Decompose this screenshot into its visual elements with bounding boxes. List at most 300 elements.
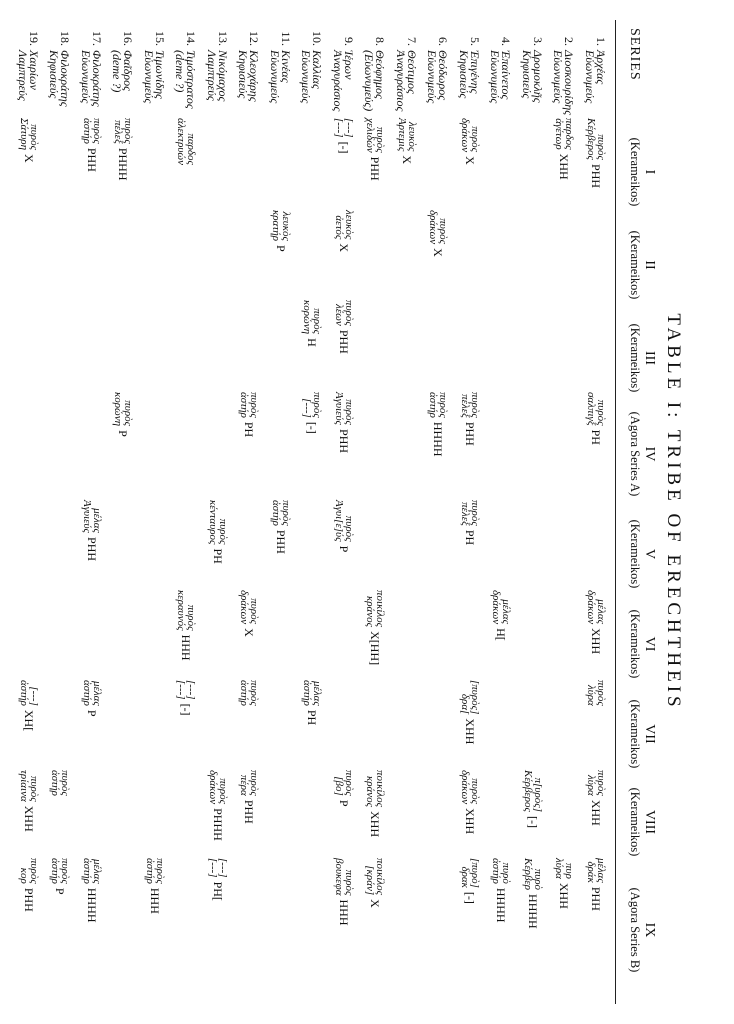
cell-word-color: πυρὸς bbox=[28, 124, 40, 151]
cell-word-color: λευκὸς bbox=[280, 211, 292, 242]
table-cell bbox=[586, 392, 606, 478]
row-name: Θεόφημος bbox=[373, 50, 388, 99]
row-number: 17. bbox=[90, 31, 104, 46]
table-cell bbox=[240, 770, 260, 856]
series-row-18 bbox=[49, 24, 71, 107]
cell-word-device: πέλεξ bbox=[459, 394, 471, 418]
cell-word-device: [κράν] bbox=[364, 865, 377, 896]
cell-word-device: κένταυρος bbox=[207, 500, 219, 545]
table-cell bbox=[177, 680, 197, 766]
table-cell bbox=[208, 500, 228, 586]
cell-value: ΗΗΗ bbox=[337, 899, 351, 926]
cell-word-color: λευκὸς bbox=[406, 121, 418, 152]
table-cell bbox=[240, 680, 260, 766]
cell-word-device: κεραυνός bbox=[175, 590, 188, 631]
table-cell bbox=[492, 590, 512, 676]
cell-word-device: κορώνη bbox=[112, 392, 125, 427]
row-name: Φαῖδρος bbox=[121, 50, 136, 91]
table-cell bbox=[19, 118, 39, 204]
row-number: 9. bbox=[342, 37, 356, 46]
cell-value: ΡΗΗ bbox=[463, 421, 477, 446]
cell-value: [-] bbox=[337, 141, 351, 154]
cell-word-device: ἀστήρ bbox=[238, 680, 251, 706]
table-cell bbox=[397, 118, 417, 204]
row-deme: Εὐωνυμεύς bbox=[488, 50, 503, 104]
table-cell bbox=[334, 300, 354, 386]
cell-value: ΗΗΗΗ bbox=[494, 887, 509, 923]
row-number: 2. bbox=[562, 37, 577, 46]
cell-word-color: πυρὸς bbox=[217, 518, 229, 545]
cell-value: ΗΗΗ bbox=[179, 634, 194, 661]
cell-value: ΡΗΗ bbox=[85, 147, 99, 172]
table-cell bbox=[492, 858, 512, 944]
cell-value: Ρ bbox=[116, 430, 131, 437]
table-cell bbox=[334, 500, 354, 586]
cell-value: Χ bbox=[242, 628, 257, 637]
table-cell bbox=[240, 392, 260, 478]
cell-value: ΡΗ[ bbox=[211, 881, 225, 901]
cell-word-device: κράνος bbox=[364, 775, 377, 808]
row-name: Δρομοκλῆς bbox=[531, 50, 545, 103]
cell-value: ΡΗΗ bbox=[337, 329, 351, 354]
cell-word-color: ποικίλος bbox=[374, 770, 387, 808]
cell-word-device: Σάτυρη bbox=[18, 118, 30, 151]
row-number: 3. bbox=[531, 37, 545, 46]
column-header-7: VII (Kerameikos) bbox=[628, 699, 657, 769]
cell-value: ΧΗΗ bbox=[368, 811, 383, 838]
cell-value: ΡΗΗ bbox=[337, 429, 351, 454]
table-cell bbox=[366, 770, 386, 856]
cell-word-color: πυρὸς bbox=[28, 858, 40, 884]
series-row-5 bbox=[458, 24, 480, 98]
table-cell bbox=[460, 680, 480, 766]
column-header-9: IX (Agora Series B) bbox=[628, 887, 657, 973]
cell-value: ΧΗΗ bbox=[463, 718, 477, 745]
series-row-4 bbox=[490, 24, 512, 103]
row-number: 19. bbox=[27, 31, 41, 46]
cell-word-color: πυρὸς bbox=[469, 500, 481, 526]
cell-word-device: βουκεφα bbox=[333, 858, 345, 896]
cell-value: ΧΗΗ bbox=[589, 799, 603, 826]
row-deme: Κηφισιεύς bbox=[457, 50, 471, 99]
column-header-5: V (Kerameikos) bbox=[628, 519, 657, 589]
row-number: 10. bbox=[310, 31, 325, 46]
cell-word-color: πυρὸς bbox=[91, 118, 103, 144]
cell-word-device: κρατήρ bbox=[270, 210, 282, 242]
row-name: Ἐπιγένης bbox=[468, 50, 482, 94]
table-cell bbox=[460, 118, 480, 204]
cell-value: Χ bbox=[431, 248, 446, 257]
cell-value: Ρ bbox=[337, 799, 351, 807]
table-title: TABLE I: TRIBE OF ERECHTHEIS bbox=[663, 313, 684, 711]
cell-word-color: πυρὸς bbox=[343, 869, 355, 896]
cell-word-color: [πυρὸ] bbox=[469, 858, 481, 888]
table-cell bbox=[19, 680, 39, 766]
cell-word-color: πυρὸ bbox=[500, 862, 513, 884]
cell-word-color: παρδος bbox=[185, 133, 198, 165]
cell-word-color: π[υρὸς] bbox=[532, 777, 544, 813]
cell-word-color: [---] bbox=[217, 858, 229, 878]
cell-value: ΡΗ bbox=[242, 421, 257, 438]
cell-word-device: ἀστήρ bbox=[144, 858, 156, 884]
cell-word-color: πυρὸς bbox=[28, 775, 40, 802]
column-header-8: VIII (Kerameikos) bbox=[628, 787, 657, 857]
table-cell bbox=[334, 118, 354, 204]
cell-word-color: πυρὸς bbox=[311, 308, 324, 335]
series-row-8 bbox=[364, 24, 386, 111]
table-cell bbox=[460, 858, 480, 944]
row-deme: Ἀναγυράσιος bbox=[331, 50, 345, 112]
cell-word-device: ἀστήρ bbox=[490, 858, 503, 884]
cell-value: [-] bbox=[305, 421, 320, 434]
cell-word-color: πυρὸς bbox=[343, 300, 355, 326]
row-deme: Ἀναγυράσιος bbox=[394, 50, 408, 112]
cell-word-color: πυρὸς bbox=[185, 604, 198, 631]
cell-word-device: Κέρβερ bbox=[522, 858, 534, 891]
cell-word-color: πυρὸς bbox=[374, 126, 387, 153]
cell-word-color: μέλας bbox=[595, 858, 607, 883]
cell-word-device: κορ bbox=[18, 867, 30, 884]
table-cell bbox=[334, 392, 354, 478]
series-row-10 bbox=[301, 24, 323, 103]
cell-word-device: λύρα bbox=[585, 774, 597, 796]
row-name: Φιλοκράτης bbox=[90, 50, 104, 107]
row-number: 18. bbox=[58, 31, 73, 46]
cell-value: ΡΗΗ bbox=[368, 156, 383, 181]
cell-value: ΡΗΗ bbox=[589, 886, 603, 911]
cell-value: ΧΗΗ bbox=[463, 808, 477, 835]
cell-value: ΗΗΗ bbox=[148, 887, 162, 914]
cell-word-color: μέλας bbox=[311, 681, 324, 706]
cell-word-device: δράκ bbox=[585, 861, 597, 883]
cell-word-device: ἀστήρ bbox=[81, 118, 93, 144]
cell-word-color: πυρὸς bbox=[311, 392, 324, 418]
cell-word-device: [---] bbox=[175, 680, 188, 700]
cell-value: Ρ bbox=[85, 709, 99, 717]
row-deme: Εὐωνυμεύς bbox=[79, 50, 93, 104]
cell-value: ΗΗΗΗ bbox=[431, 421, 446, 457]
cell-word-device: ἀστήρ bbox=[81, 680, 93, 706]
table-cell bbox=[555, 118, 575, 204]
table-cell bbox=[555, 858, 575, 944]
cell-word-device: [---] bbox=[301, 398, 314, 418]
table-cell bbox=[114, 118, 134, 204]
cell-word-device: πέλεξ bbox=[112, 120, 125, 144]
row-deme: (deme ?) bbox=[173, 50, 188, 93]
row-name: Τιμόστρατος bbox=[184, 50, 199, 109]
table-cell bbox=[366, 590, 386, 676]
row-name: Θεόδωρος bbox=[436, 50, 451, 101]
series-row-3 bbox=[521, 24, 543, 103]
row-deme: Εὐωνυμεύς bbox=[142, 50, 156, 104]
cell-word-device: δράκων bbox=[490, 590, 503, 625]
cell-word-device: Κέρβερος bbox=[522, 770, 534, 813]
column-header-row bbox=[615, 20, 656, 1004]
table-cell bbox=[460, 392, 480, 478]
row-deme: Κηφισιεύς bbox=[520, 50, 534, 99]
cell-value: ΡΗΗ bbox=[85, 537, 99, 562]
column-header-1: I (Kerameikos) bbox=[628, 137, 657, 207]
cell-word-color: πυρὸς bbox=[248, 680, 261, 706]
cell-value: [-] bbox=[526, 816, 540, 829]
table-cell bbox=[523, 770, 543, 856]
table-cell bbox=[51, 858, 71, 944]
series-row-1 bbox=[584, 24, 606, 103]
cell-word-color: μέλας bbox=[595, 599, 607, 625]
cell-word-device: κράνος bbox=[364, 595, 377, 628]
row-number: 1. bbox=[594, 37, 608, 46]
table-cell bbox=[82, 858, 102, 944]
row-number: 14. bbox=[184, 31, 199, 46]
series-row-19 bbox=[17, 24, 39, 101]
cell-word-device: λύρα bbox=[585, 684, 597, 706]
cell-word-device: ἀστήρ bbox=[238, 392, 251, 418]
row-deme: Εὐωνυμεύς bbox=[299, 50, 314, 104]
cell-word-color: πυρὸς bbox=[595, 134, 607, 161]
series-row-17 bbox=[80, 24, 102, 107]
cell-word-device: Ἀγυι[ε]ύς bbox=[333, 500, 345, 542]
cell-word-device: δρακ bbox=[459, 866, 471, 888]
cell-word-device: ἀετός bbox=[333, 215, 345, 240]
cell-word-color: πυρὸς bbox=[595, 770, 607, 796]
row-name: Νικόμαχος bbox=[216, 50, 230, 102]
row-deme: Λαμπτρεύς bbox=[16, 50, 30, 101]
cell-word-device: ἀστήρ bbox=[301, 680, 314, 706]
row-number: 12. bbox=[247, 31, 262, 46]
table-cell bbox=[334, 770, 354, 856]
cell-word-color: πυρὸς bbox=[595, 680, 607, 706]
column-header-2: II (Kerameikos) bbox=[628, 230, 657, 300]
table-cell bbox=[240, 590, 260, 676]
series-row-16 bbox=[112, 24, 134, 92]
cell-value: ΧΗ[ bbox=[22, 709, 36, 732]
cell-word-color: πυρὸς bbox=[343, 399, 355, 426]
table-cell bbox=[334, 858, 354, 944]
table-cell bbox=[82, 118, 102, 204]
cell-value: ΧΗΗ bbox=[22, 805, 36, 832]
cell-word-color: [πυρὸς] bbox=[469, 680, 481, 715]
cell-word-device: Κέρβερος bbox=[585, 118, 597, 161]
cell-word-device: δράκων bbox=[238, 590, 251, 625]
cell-word-color: πυρὸς bbox=[154, 858, 166, 884]
row-number: 6. bbox=[436, 37, 451, 46]
cell-word-color: πυρὸς bbox=[469, 778, 481, 805]
row-name: Τιμωνίδης bbox=[153, 50, 167, 99]
cell-value: ΡΗ bbox=[211, 548, 225, 564]
cell-word-color: πυρ bbox=[563, 863, 576, 879]
row-number: 16. bbox=[121, 31, 136, 46]
cell-word-color: παρδος bbox=[563, 118, 576, 150]
row-name: Κινέας bbox=[279, 50, 293, 83]
cell-value: Χ bbox=[400, 155, 414, 164]
cell-word-color: μέλας bbox=[91, 859, 103, 884]
row-name: Διοσκουρίδης bbox=[562, 50, 577, 116]
cell-value: [-] bbox=[179, 703, 194, 716]
table-cell bbox=[334, 210, 354, 296]
cell-value: Χ[ΗΗ] bbox=[368, 631, 383, 666]
row-name: Καλλίας bbox=[310, 50, 325, 89]
table-cell bbox=[586, 770, 606, 856]
cell-value: ΡΗΗ bbox=[589, 164, 603, 189]
cell-value: ΗΗΗΗ bbox=[526, 894, 540, 929]
cell-value: Ρ bbox=[337, 545, 351, 553]
table-cell bbox=[366, 118, 386, 204]
cell-word-color: πυρὸς bbox=[343, 515, 355, 542]
table-cell bbox=[208, 858, 228, 944]
cell-word-device: [---] bbox=[333, 118, 345, 138]
row-name: Κλεοχάρης bbox=[247, 50, 262, 102]
cell-word-color: πυρὸς bbox=[59, 858, 72, 884]
cell-word-color: μέλας bbox=[91, 508, 103, 534]
table-cell bbox=[51, 770, 71, 856]
cell-word-device: ἀστήρ bbox=[270, 500, 282, 526]
row-deme: Κηφισιεύς bbox=[47, 50, 62, 99]
row-deme: (Εὐωνυμεύς) bbox=[362, 50, 377, 112]
cell-value: Ρ bbox=[274, 245, 288, 252]
row-number: 5. bbox=[468, 37, 482, 46]
series-row-14 bbox=[175, 24, 197, 109]
cell-word-color: [---] bbox=[185, 680, 198, 700]
cell-value: ΗΗΗΗ bbox=[85, 887, 99, 923]
table-cell bbox=[177, 590, 197, 676]
cell-word-color: [---] bbox=[343, 118, 355, 138]
table-cell bbox=[19, 858, 39, 944]
cell-value: ΡΗ bbox=[305, 709, 320, 726]
cell-word-device: κορώνη bbox=[301, 300, 314, 335]
cell-word-device: ἀγέτωρ bbox=[553, 118, 566, 150]
cell-value: Η[ bbox=[494, 628, 509, 641]
cell-word-color: πυρὸς bbox=[437, 392, 450, 418]
table-cell bbox=[429, 392, 449, 478]
column-header-6: VI (Kerameikos) bbox=[628, 609, 657, 679]
row-deme: Εὐωνυμεύς bbox=[551, 50, 566, 104]
series-row-9 bbox=[332, 24, 354, 111]
cell-value: ΡΗΗΗ bbox=[116, 147, 131, 181]
cell-word-device: ἀστήρ bbox=[18, 680, 30, 706]
table-cell bbox=[366, 858, 386, 944]
cell-value: ΧΗΗ bbox=[557, 882, 572, 909]
cell-word-color: πυρὸς bbox=[248, 598, 261, 625]
series-row-11 bbox=[269, 24, 291, 103]
series-row-6 bbox=[427, 24, 449, 103]
cell-word-device: Ἀγυιεύς bbox=[333, 392, 345, 426]
column-header-3: III (Kerameikos) bbox=[628, 323, 657, 393]
cell-word-device: ἀστήρ bbox=[49, 770, 62, 796]
cell-word-color: ποικίλος bbox=[374, 858, 387, 896]
row-name: Φιλοκράτης bbox=[58, 50, 73, 107]
cell-word-device: τρίαινα bbox=[18, 770, 30, 802]
row-name: Ἀρχέας bbox=[594, 50, 608, 85]
cell-word-device: σαλπιγξ bbox=[585, 392, 597, 426]
cell-word-color: πυρὸ bbox=[532, 868, 544, 891]
cell-word-color: μέλας bbox=[91, 681, 103, 706]
cell-word-color: μέλας bbox=[500, 599, 513, 625]
table-cell bbox=[145, 858, 165, 944]
cell-word-device: δράκων bbox=[459, 118, 471, 153]
cell-word-device: δρα[ bbox=[459, 693, 471, 715]
table-cell bbox=[271, 500, 291, 586]
cell-value: Χ bbox=[463, 156, 477, 165]
cell-word-device: πέρα bbox=[238, 774, 251, 796]
cell-word-device: ἀλεκτρυών bbox=[175, 118, 188, 165]
table-cell bbox=[82, 680, 102, 766]
row-number: 15. bbox=[153, 31, 167, 46]
table-cell bbox=[271, 210, 291, 296]
cell-word-color: [---] bbox=[28, 686, 40, 706]
cell-value: ΡΗΗ bbox=[242, 799, 257, 824]
table-cell bbox=[82, 500, 102, 586]
series-row-13 bbox=[206, 24, 228, 101]
cell-value: ΡΗ bbox=[589, 429, 603, 445]
cell-word-device: [---] bbox=[207, 858, 219, 878]
cell-word-device: χελιδών bbox=[364, 118, 377, 153]
cell-value: Η bbox=[305, 338, 320, 347]
cell-word-device: ἀστήρ bbox=[427, 392, 440, 418]
cell-word-device: λέων bbox=[333, 304, 345, 326]
row-number: 13. bbox=[216, 31, 230, 46]
cell-word-color: πυρὸς bbox=[595, 399, 607, 426]
series-row-15 bbox=[143, 24, 165, 103]
table-cell bbox=[586, 118, 606, 204]
table-cell bbox=[460, 770, 480, 856]
cell-value: Χ bbox=[368, 899, 383, 908]
cell-word-device: Ἀρτεμις bbox=[396, 118, 408, 152]
series-row-7 bbox=[395, 24, 417, 111]
table-cell bbox=[429, 210, 449, 296]
row-deme: Κηφισιεύς bbox=[236, 50, 251, 99]
table-cell bbox=[303, 680, 323, 766]
cell-word-device: Ἀγυιεύς bbox=[81, 500, 93, 534]
row-deme: Εὐωνυμεύς bbox=[268, 50, 282, 104]
cell-word-color: ποικίλος bbox=[374, 590, 387, 628]
cell-word-device: δράκων bbox=[585, 590, 597, 625]
cell-value: ΧΗΗ bbox=[589, 628, 603, 655]
column-header-4: IV (Agora Series A) bbox=[628, 411, 657, 497]
cell-word-color: πυρὸς bbox=[469, 126, 481, 153]
cell-word-color: πυρὸς bbox=[437, 218, 450, 245]
cell-value: Χ bbox=[22, 154, 36, 163]
cell-word-device: πέλεξ bbox=[459, 502, 471, 526]
cell-value: [-] bbox=[463, 891, 477, 904]
table-cell bbox=[177, 118, 197, 204]
series-row-12 bbox=[238, 24, 260, 102]
cell-word-color: πυρὸς bbox=[469, 392, 481, 418]
table-cell bbox=[303, 392, 323, 478]
cell-value: ΧΗΗ bbox=[557, 153, 572, 180]
table-cell bbox=[19, 770, 39, 856]
cell-word-color: πυρὸς bbox=[343, 770, 355, 796]
cell-value: ΡΗΗΗ bbox=[211, 808, 225, 841]
series-heading: SERIES bbox=[627, 28, 642, 81]
row-name: Χαιρίων bbox=[27, 50, 41, 90]
cell-word-device: δράκων bbox=[427, 210, 440, 245]
cell-value: ΡΗ bbox=[463, 529, 477, 546]
cell-word-color: πυρὸς bbox=[122, 118, 135, 144]
cell-word-device: δράκων bbox=[459, 770, 471, 805]
table-cell bbox=[586, 858, 606, 944]
row-deme: Λαμπτρεύς bbox=[205, 50, 219, 101]
row-number: 11. bbox=[279, 31, 293, 46]
cell-word-color: πυρὸς bbox=[59, 770, 72, 796]
table-cell bbox=[303, 300, 323, 386]
cell-word-device: λύρα bbox=[553, 858, 566, 879]
series-row-2 bbox=[553, 24, 575, 115]
table-cell bbox=[586, 590, 606, 676]
cell-word-device: δράκων bbox=[207, 770, 219, 805]
cell-value: ΡΗΗ bbox=[274, 529, 288, 554]
cell-value: Χ bbox=[337, 243, 351, 253]
cell-word-color: πυρὸς bbox=[122, 400, 135, 427]
